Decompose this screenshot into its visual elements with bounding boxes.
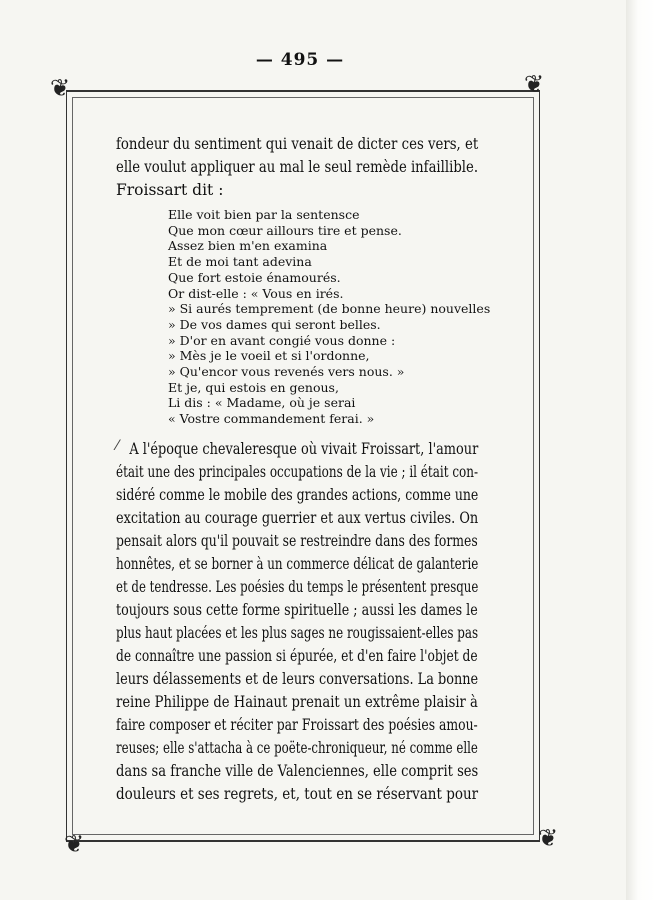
poem-line: Que fort estoie énamourés.: [168, 269, 341, 285]
corner-ornament-icon: ❦: [523, 70, 545, 98]
text-line: toujours sous cette forme spirituelle ; aussi les dames le: [116, 601, 478, 619]
text-line: Froissart dit :: [116, 181, 224, 199]
page-edge-shadow: [626, 0, 656, 900]
text-line: A l'époque chevaleresque où vivait Froissart, l'amour: [129, 440, 479, 458]
text-line: pensait alors qu'il pouvait se restreindre dans des formes: [116, 532, 478, 550]
text-line: excitation au courage guerrier et aux vertus civiles. On: [116, 509, 479, 527]
poem-quotation: [168, 207, 491, 427]
poem-line: » De vos dames qui seront belles.: [168, 316, 381, 332]
corner-ornament-icon: ❦: [49, 74, 71, 102]
pencil-check-mark-icon: ⁄: [116, 438, 119, 454]
text-line: était une des principales occupations de la vie ; il était con-: [116, 463, 479, 481]
text-line: reuses; elle s'attacha à ce poëte-chroniqueur, né comme elle: [116, 739, 478, 757]
text-line: fondeur du sentiment qui venait de dicter ces vers, et: [116, 135, 479, 153]
poem-line: Assez bien m'en examina: [168, 238, 328, 254]
text-line: reine Philippe de Hainaut prenait un extrême plaisir à: [116, 693, 478, 711]
page-number: — 495 —: [255, 50, 345, 70]
text-line: sidéré comme le mobile des grandes actions, comme une: [116, 486, 479, 504]
text-line: plus haut placées et les plus sages ne rougissaient-elles pas: [116, 624, 479, 642]
text-line: leurs délassements et de leurs conversations. La bonne: [116, 670, 479, 688]
poem-line: Que mon cœur aillours tire et pense.: [168, 222, 402, 238]
corner-ornament-icon: ❦: [63, 830, 85, 858]
text-line: douleurs et ses regrets, et, tout en se réservant pour: [116, 785, 479, 803]
text-line: et de tendresse. Les poésies du temps le présentent presque: [116, 578, 479, 596]
poem-line: Elle voit bien par la sentensce: [168, 207, 360, 222]
poem-line: Et de moi tant adevina: [168, 254, 312, 270]
text-line: honnêtes, et se borner à un commerce délicat de galanterie: [116, 555, 479, 573]
paragraph-intro: [116, 133, 478, 202]
poem-line: « Vostre commandement ferai. »: [168, 411, 375, 427]
text-line: elle voulut appliquer au mal le seul remède infaillible.: [116, 158, 479, 176]
poem-line: » Qu'encor vous revenés vers nous. »: [168, 364, 405, 380]
poem-line: Et je, qui estois en genous,: [168, 379, 339, 395]
poem-line: » Mès je le voeil et si l'ordonne,: [168, 348, 370, 364]
text-line: de connaître une passion si épurée, et d'en faire l'objet de: [116, 647, 478, 665]
text-line: faire composer et réciter par Froissart des poésies amou-: [116, 716, 478, 734]
poem-line: » Si aurés temprement (de bonne heure) nouvelles: [168, 301, 491, 317]
poem-line: Li dis : « Madame, où je serai: [168, 395, 356, 411]
paragraph-main: [116, 438, 478, 806]
poem-line: Or dist-elle : « Vous en irés.: [168, 285, 344, 301]
corner-ornament-icon: ❦: [537, 824, 559, 852]
text-line: dans sa franche ville de Valenciennes, elle comprit ses: [116, 762, 479, 780]
poem-line: » D'or en avant congié vous donne :: [168, 332, 396, 348]
